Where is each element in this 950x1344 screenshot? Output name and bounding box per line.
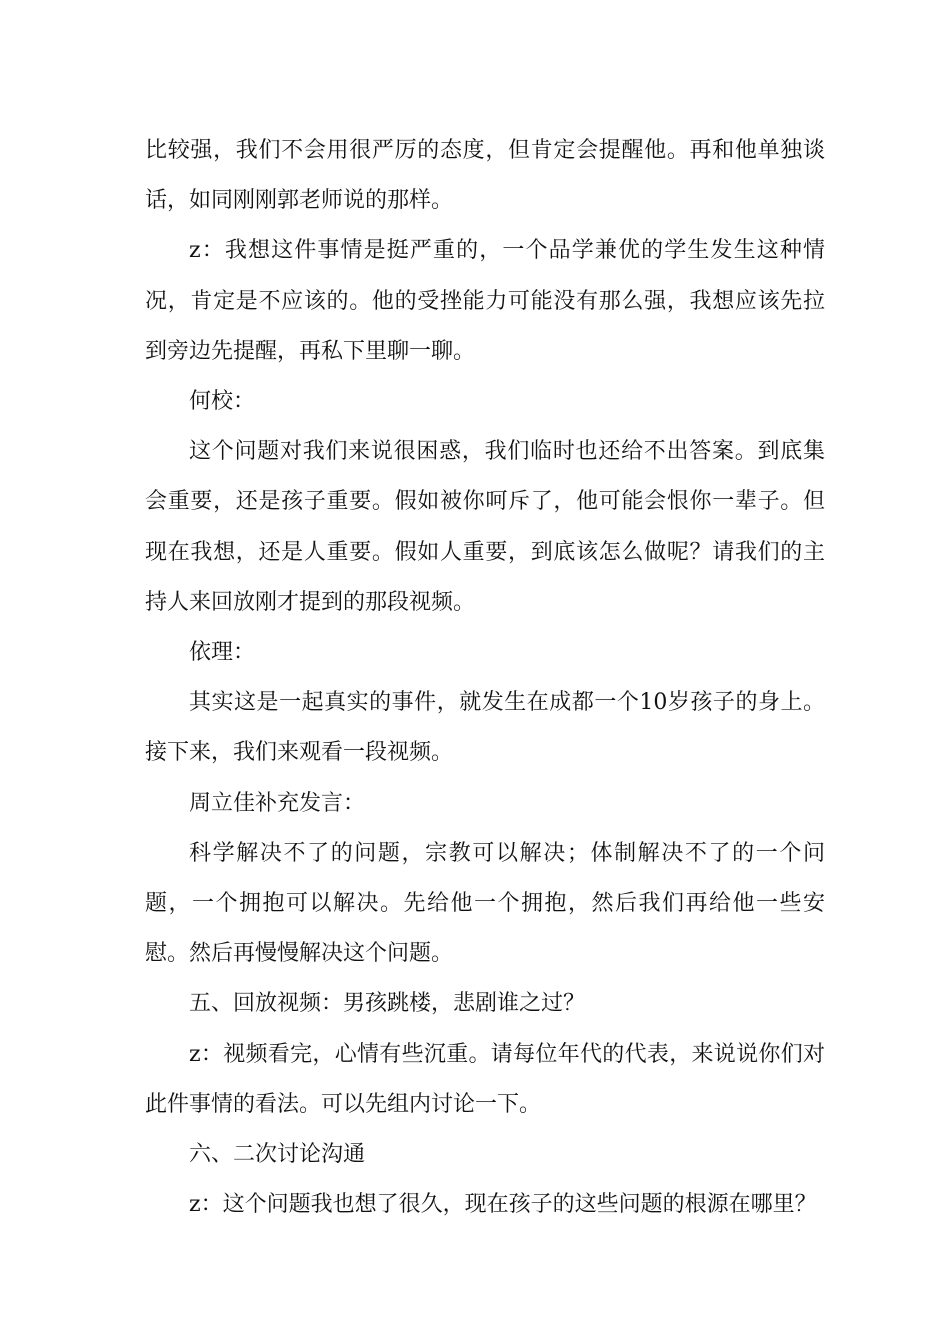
speaker-label-he-xiao: 何校： — [189, 389, 256, 415]
section-heading-six: 六、二次讨论沟通 — [189, 1142, 366, 1168]
paragraph-z-statement-1: z：我想这件事情是挺严重的，一个品学兼优的学生发生这种情况，肯定是不应该的。他的受挫能力可能没有那么强，我想应该先拉到旁边先提醒，再私下里聊一聊。 — [145, 238, 825, 364]
paragraph-continuation: 比较强，我们不会用很严厉的态度，但肯定会提醒他。再和他单独谈话，如同刚刚郭老师说的那样。 — [145, 138, 825, 214]
paragraph-z-statement-3: z：这个问题我也想了很久，现在孩子的这些问题的根源在哪里？ — [189, 1192, 817, 1218]
paragraph-zhou-lijia-speech: 科学解决不了的问题，宗教可以解决；体制解决不了的一个问题，一个拥抱可以解决。先给他一个拥抱，然后我们再给他一些安慰。然后再慢慢解决这个问题。 — [145, 840, 825, 967]
paragraph-yi-li-speech: 其实这是一起真实的事件，就发生在成都一个10岁孩子的身上。接下来，我们来观看一段视频。 — [145, 690, 825, 766]
paragraph-he-xiao-speech: 这个问题对我们来说很困惑，我们临时也还给不出答案。到底集会重要，还是孩子重要。假如被你呵斥了，他可能会恨你一辈子。但现在我想，还是人重要。假如人重要，到底该怎么做呢？请我们的主持人来回放刚才提到的那段视频。 — [145, 439, 825, 615]
paragraph-z-statement-2: z：视频看完，心情有些沉重。请每位年代的代表，来说说你们对此件事情的看法。可以先组内讨论一下。 — [145, 1041, 825, 1117]
speaker-label-zhou-lijia: 周立佳补充发言： — [189, 790, 366, 816]
section-heading-five: 五、回放视频：男孩跳楼，悲剧谁之过？ — [189, 991, 586, 1017]
document-body — [145, 126, 825, 1230]
speaker-label-yi-li: 依理： — [189, 640, 256, 666]
